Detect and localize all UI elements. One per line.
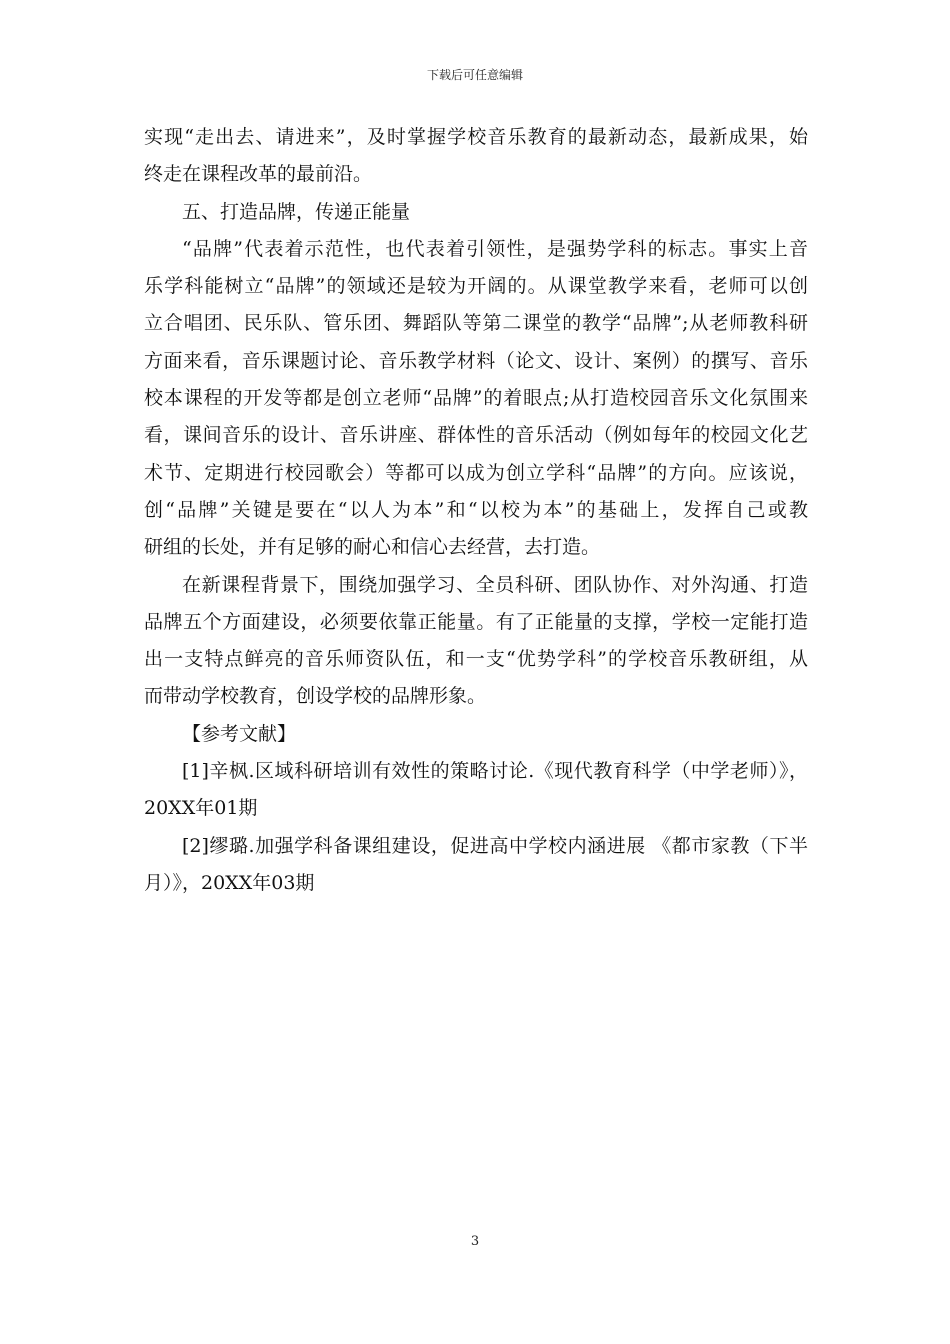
paragraph-line: 出一支特点鲜亮的音乐师资队伍，和一支“优势学科”的学校音乐教研组，从 [144, 648, 808, 671]
paragraph-line: 校本课程的开发等都是创立老师“品牌”的着眼点;从打造校园音乐文化氛围来 [144, 387, 808, 410]
paragraph-line: 在新课程背景下，围绕加强学习、全员科研、团队协作、对外沟通、打造 [182, 573, 808, 596]
paragraph-line: 术节、定期进行校园歌会）等都可以成为创立学科“品牌”的方向。应该说， [144, 461, 808, 484]
reference-item-continuation: 月）》，20XX年03期 [144, 871, 315, 894]
paragraph-line: 方面来看，音乐课题讨论、音乐教学材料（论文、设计、案例）的撰写、音乐 [144, 349, 808, 372]
paragraph-line: 创“品牌”关键是要在“以人为本”和“以校为本”的基础上，发挥自己或教 [144, 498, 808, 521]
reference-item-continuation: 20XX年01期 [144, 797, 258, 820]
paragraph-line: 乐学科能树立“品牌”的领域还是较为开阔的。从课堂教学来看，老师可以创 [144, 275, 808, 298]
paragraph-line: 实现“走出去、请进来”，及时掌握学校音乐教育的最新动态，最新成果，始 [144, 126, 808, 148]
references-heading: 【参考文献】 [182, 722, 297, 745]
paragraph-line: 而带动学校教育，创设学校的品牌形象。 [144, 685, 487, 708]
page-number: 3 [470, 1234, 480, 1249]
paragraph-line: 看，课间音乐的设计、音乐讲座、群体性的音乐活动（例如每年的校园文化艺 [144, 424, 808, 447]
reference-item: [1]辛枫.区域科研培训有效性的策略讨论.《现代教育科学（中学老师）》， [182, 760, 808, 783]
paragraph-line: 立合唱团、民乐队、管乐团、舞蹈队等第二课堂的教学“品牌”;从老师教科研 [144, 312, 808, 335]
paragraph-line: 终走在课程改革的最前沿。 [144, 163, 373, 186]
page-header: 下载后可任意编辑 [426, 68, 523, 82]
section-heading: 五、打造品牌，传递正能量 [182, 200, 411, 223]
document-body [144, 119, 808, 902]
reference-item: [2]缪璐.加强学科备课组建设，促进高中学校内涵进展 《都市家教（下半 [182, 834, 808, 857]
paragraph-line: 品牌五个方面建设，必须要依靠正能量。有了正能量的支撑，学校一定能打造 [144, 610, 808, 633]
paragraph-line: “品牌”代表着示范性，也代表着引领性，是强势学科的标志。事实上音 [182, 237, 808, 260]
paragraph-line: 研组的长处，并有足够的耐心和信心去经营，去打造。 [144, 536, 601, 559]
